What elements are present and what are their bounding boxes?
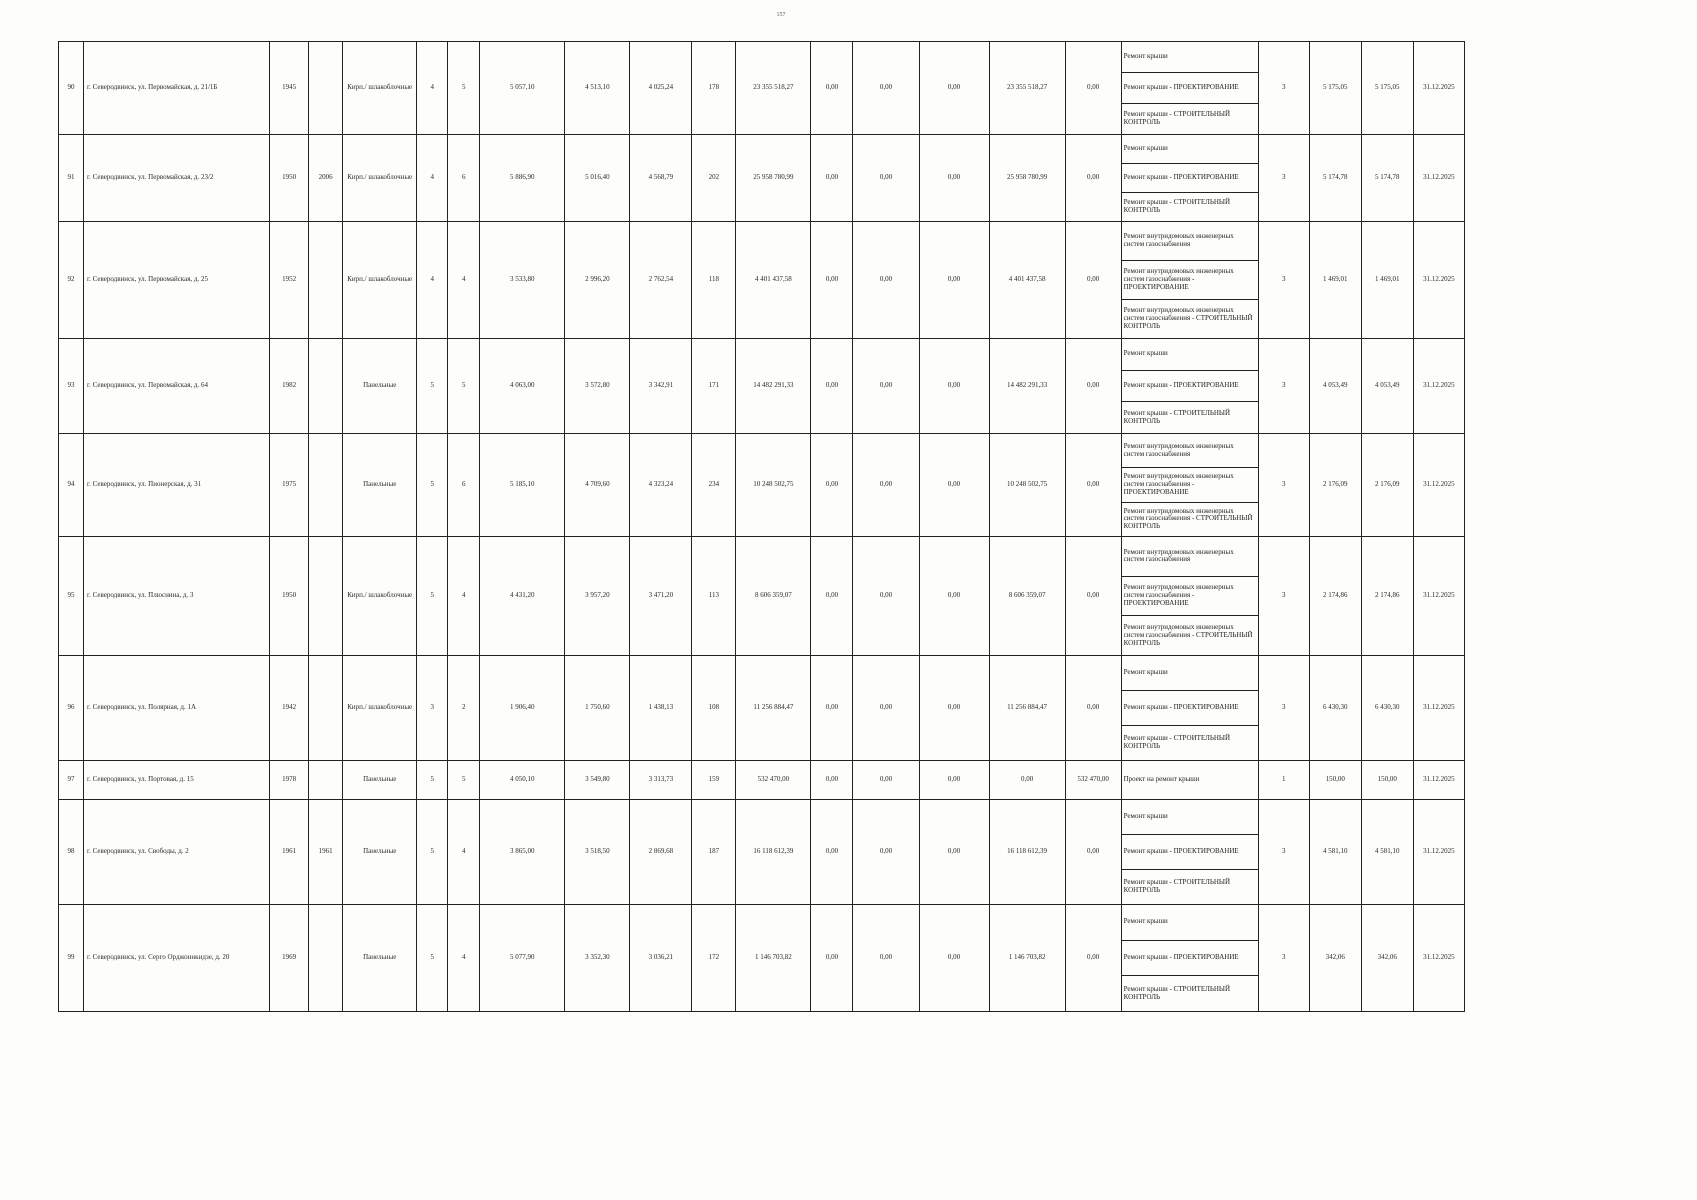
- floors-cell: 4: [417, 222, 448, 339]
- work-list: [1122, 42, 1258, 134]
- owners-fund-cell: 10 248 502,75: [989, 434, 1065, 537]
- floors-cell: 4: [417, 135, 448, 222]
- deadline-cell: 31.12.2025: [1413, 761, 1464, 800]
- deadline-cell: 31.12.2025: [1413, 222, 1464, 339]
- fund-source-2-cell: 0,00: [853, 761, 919, 800]
- works-cell: [1121, 905, 1258, 1012]
- address-cell: г. Северодвинск, ул. Первомайская, д. 25: [84, 222, 270, 339]
- works-cell: [1121, 42, 1258, 135]
- works-cell: [1121, 537, 1258, 656]
- unit-cost-cell: 5 174,78: [1309, 135, 1361, 222]
- works-cell: [1121, 339, 1258, 434]
- owners-fund-cell: 16 118 612,39: [989, 800, 1065, 905]
- work-count-cell: 3: [1258, 222, 1309, 339]
- floors-cell: 5: [417, 761, 448, 800]
- unit-cost-cell: 150,00: [1309, 761, 1361, 800]
- total-area-cell: 5 886,90: [480, 135, 565, 222]
- owners-fund-cell: 8 606 359,07: [989, 537, 1065, 656]
- max-unit-cost-cell: 4 053,49: [1361, 339, 1413, 434]
- fund-source-3-cell: 0,00: [919, 656, 989, 761]
- deadline-cell: 31.12.2025: [1413, 135, 1464, 222]
- entrances-cell: 4: [448, 800, 480, 905]
- wall-material-cell: Панельные: [343, 434, 417, 537]
- max-unit-cost-cell: 1 469,01: [1361, 222, 1413, 339]
- fund-source-1-cell: 0,00: [811, 800, 853, 905]
- row-number-cell: 94: [59, 434, 84, 537]
- work-count-cell: 3: [1258, 42, 1309, 135]
- entrances-cell: 4: [448, 537, 480, 656]
- total-cost-cell: 4 401 437,58: [736, 222, 811, 339]
- work-count-cell: 3: [1258, 800, 1309, 905]
- reconstruction-year-cell: [309, 434, 343, 537]
- reconstruction-year-cell: 1961: [309, 800, 343, 905]
- work-item: Ремонт крыши: [1122, 42, 1258, 73]
- table-row: [59, 339, 1465, 434]
- work-item: Проект на ремонт крыши: [1123, 775, 1200, 784]
- other-fund-cell: 0,00: [1065, 339, 1121, 434]
- row-number-cell: 98: [59, 800, 84, 905]
- entrances-cell: 5: [448, 42, 480, 135]
- entrances-cell: 4: [448, 222, 480, 339]
- work-item: Ремонт крыши - СТРОИТЕЛЬНЫЙ КОНТРОЛЬ: [1123, 878, 1231, 894]
- work-item: Ремонт крыши - ПРОЕКТИРОВАНИЕ: [1122, 941, 1258, 977]
- living-area-cell: 3 572,80: [565, 339, 630, 434]
- reconstruction-year-cell: [309, 761, 343, 800]
- address-cell: г. Северодвинск, ул. Полярная, д. 1А: [84, 656, 270, 761]
- row-number-cell: 90: [59, 42, 84, 135]
- unit-cost-cell: 2 174,86: [1309, 537, 1361, 656]
- max-unit-cost-cell: 5 175,05: [1361, 42, 1413, 135]
- fund-source-1-cell: 0,00: [811, 434, 853, 537]
- max-unit-cost-cell: 4 581,10: [1361, 800, 1413, 905]
- reconstruction-year-cell: [309, 42, 343, 135]
- reconstruction-year-cell: [309, 339, 343, 434]
- entrances-cell: 5: [448, 761, 480, 800]
- work-list: [1122, 800, 1258, 904]
- floors-cell: 5: [417, 905, 448, 1012]
- unit-cost-cell: 1 469,01: [1309, 222, 1361, 339]
- floors-cell: 5: [417, 339, 448, 434]
- work-item: Ремонт крыши - ПРОЕКТИРОВАНИЕ: [1122, 371, 1258, 403]
- reconstruction-year-cell: [309, 537, 343, 656]
- wall-material-cell: Кирп./ шлакоблочные: [343, 656, 417, 761]
- fund-source-2-cell: 0,00: [853, 800, 919, 905]
- works-cell: [1121, 434, 1258, 537]
- other-fund-cell: 0,00: [1065, 905, 1121, 1012]
- work-item: Ремонт крыши - ПРОЕКТИРОВАНИЕ: [1122, 164, 1258, 193]
- total-cost-cell: 11 256 884,47: [736, 656, 811, 761]
- wall-material-cell: Кирп./ шлакоблочные: [343, 135, 417, 222]
- fund-source-1-cell: 0,00: [811, 761, 853, 800]
- table-row: [59, 800, 1465, 905]
- residential-area-cell: 3 471,20: [630, 537, 692, 656]
- total-area-cell: 1 906,40: [480, 656, 565, 761]
- residential-area-cell: 1 438,13: [630, 656, 692, 761]
- owners-fund-cell: 14 482 291,33: [989, 339, 1065, 434]
- fund-source-1-cell: 0,00: [811, 339, 853, 434]
- work-item: Ремонт крыши: [1122, 656, 1258, 691]
- year-built-cell: 1978: [270, 761, 309, 800]
- residential-area-cell: 4 025,24: [630, 42, 692, 135]
- table-row: [59, 761, 1465, 800]
- floors-cell: 5: [417, 800, 448, 905]
- residential-area-cell: 2 762,54: [630, 222, 692, 339]
- wall-material-cell: Панельные: [343, 800, 417, 905]
- table-row: [59, 42, 1465, 135]
- other-fund-cell: 532 470,00: [1065, 761, 1121, 800]
- work-item: Ремонт крыши - СТРОИТЕЛЬНЫЙ КОНТРОЛЬ: [1123, 984, 1231, 1001]
- address-cell: г. Северодвинск, ул. Первомайская, д. 23/2: [84, 135, 270, 222]
- living-area-cell: 3 518,50: [565, 800, 630, 905]
- works-cell: [1121, 222, 1258, 339]
- deadline-cell: 31.12.2025: [1413, 339, 1464, 434]
- residents-cell: 202: [692, 135, 736, 222]
- fund-source-1-cell: 0,00: [811, 656, 853, 761]
- address-cell: г. Северодвинск, ул. Первомайская, д. 21/1Б: [84, 42, 270, 135]
- total-cost-cell: 16 118 612,39: [736, 800, 811, 905]
- work-count-cell: 3: [1258, 656, 1309, 761]
- work-item: Ремонт крыши - ПРОЕКТИРОВАНИЕ: [1122, 73, 1258, 104]
- row-number-cell: 91: [59, 135, 84, 222]
- fund-source-2-cell: 0,00: [853, 222, 919, 339]
- work-count-cell: 3: [1258, 537, 1309, 656]
- total-cost-cell: 532 470,00: [736, 761, 811, 800]
- table-row: [59, 222, 1465, 339]
- floors-cell: 4: [417, 42, 448, 135]
- year-built-cell: 1945: [270, 42, 309, 135]
- housing-register-table: [58, 41, 1465, 1012]
- floors-cell: 5: [417, 434, 448, 537]
- table-row: [59, 656, 1465, 761]
- owners-fund-cell: 25 958 780,99: [989, 135, 1065, 222]
- other-fund-cell: 0,00: [1065, 537, 1121, 656]
- reconstruction-year-cell: 2006: [309, 135, 343, 222]
- total-cost-cell: 10 248 502,75: [736, 434, 811, 537]
- deadline-cell: 31.12.2025: [1413, 537, 1464, 656]
- year-built-cell: 1982: [270, 339, 309, 434]
- work-item: Ремонт внутридомовых инженерных систем газоснабжения: [1122, 537, 1258, 577]
- entrances-cell: 6: [448, 135, 480, 222]
- work-item: Ремонт крыши: [1122, 339, 1258, 371]
- owners-fund-cell: 1 146 703,82: [989, 905, 1065, 1012]
- owners-fund-cell: 4 401 437,58: [989, 222, 1065, 339]
- total-area-cell: 4 431,20: [480, 537, 565, 656]
- residents-cell: 108: [692, 656, 736, 761]
- max-unit-cost-cell: 2 174,86: [1361, 537, 1413, 656]
- living-area-cell: 1 750,60: [565, 656, 630, 761]
- living-area-cell: 2 996,20: [565, 222, 630, 339]
- work-list: [1122, 339, 1258, 433]
- wall-material-cell: Панельные: [343, 905, 417, 1012]
- max-unit-cost-cell: 342,06: [1361, 905, 1413, 1012]
- residents-cell: 118: [692, 222, 736, 339]
- max-unit-cost-cell: 150,00: [1361, 761, 1413, 800]
- fund-source-1-cell: 0,00: [811, 222, 853, 339]
- work-list: [1122, 761, 1258, 799]
- residential-area-cell: 3 036,21: [630, 905, 692, 1012]
- other-fund-cell: 0,00: [1065, 656, 1121, 761]
- entrances-cell: 4: [448, 905, 480, 1012]
- residential-area-cell: 3 313,73: [630, 761, 692, 800]
- table-row: [59, 135, 1465, 222]
- work-item: Ремонт внутридомовых инженерных систем газоснабжения - СТРОИТЕЛЬНЫЙ КОНТРОЛЬ: [1123, 623, 1253, 647]
- unit-cost-cell: 4 581,10: [1309, 800, 1361, 905]
- row-number-cell: 99: [59, 905, 84, 1012]
- living-area-cell: 4 513,10: [565, 42, 630, 135]
- fund-source-3-cell: 0,00: [919, 42, 989, 135]
- total-area-cell: 5 185,10: [480, 434, 565, 537]
- address-cell: г. Северодвинск, ул. Портовая, д. 15: [84, 761, 270, 800]
- reconstruction-year-cell: [309, 222, 343, 339]
- deadline-cell: 31.12.2025: [1413, 800, 1464, 905]
- fund-source-3-cell: 0,00: [919, 135, 989, 222]
- residents-cell: 187: [692, 800, 736, 905]
- total-area-cell: 5 057,10: [480, 42, 565, 135]
- year-built-cell: 1975: [270, 434, 309, 537]
- living-area-cell: 3 957,20: [565, 537, 630, 656]
- living-area-cell: 3 352,30: [565, 905, 630, 1012]
- work-count-cell: 3: [1258, 434, 1309, 537]
- work-list: [1122, 222, 1258, 338]
- year-built-cell: 1952: [270, 222, 309, 339]
- entrances-cell: 6: [448, 434, 480, 537]
- work-item: Ремонт внутридомовых инженерных систем газоснабжения: [1122, 434, 1258, 468]
- floors-cell: 5: [417, 537, 448, 656]
- work-item: Ремонт крыши - ПРОЕКТИРОВАНИЕ: [1122, 835, 1258, 870]
- address-cell: г. Северодвинск, ул. Свободы, д. 2: [84, 800, 270, 905]
- other-fund-cell: 0,00: [1065, 42, 1121, 135]
- work-count-cell: 3: [1258, 135, 1309, 222]
- work-item: Ремонт крыши: [1122, 800, 1258, 835]
- living-area-cell: 3 549,80: [565, 761, 630, 800]
- wall-material-cell: Кирп./ шлакоблочные: [343, 222, 417, 339]
- fund-source-2-cell: 0,00: [853, 434, 919, 537]
- work-list: [1122, 656, 1258, 760]
- address-cell: г. Северодвинск, ул. Первомайская, д. 64: [84, 339, 270, 434]
- residents-cell: 234: [692, 434, 736, 537]
- work-item: Ремонт крыши - СТРОИТЕЛЬНЫЙ КОНТРОЛЬ: [1123, 198, 1231, 214]
- fund-source-1-cell: 0,00: [811, 905, 853, 1012]
- unit-cost-cell: 6 430,30: [1309, 656, 1361, 761]
- entrances-cell: 5: [448, 339, 480, 434]
- deadline-cell: 31.12.2025: [1413, 905, 1464, 1012]
- total-cost-cell: 1 146 703,82: [736, 905, 811, 1012]
- residential-area-cell: 3 342,91: [630, 339, 692, 434]
- residential-area-cell: 2 869,68: [630, 800, 692, 905]
- fund-source-1-cell: 0,00: [811, 537, 853, 656]
- year-built-cell: 1950: [270, 537, 309, 656]
- address-cell: г. Северодвинск, ул. Пионерская, д. 31: [84, 434, 270, 537]
- reconstruction-year-cell: [309, 656, 343, 761]
- work-count-cell: 3: [1258, 339, 1309, 434]
- fund-source-3-cell: 0,00: [919, 761, 989, 800]
- residents-cell: 159: [692, 761, 736, 800]
- unit-cost-cell: 342,06: [1309, 905, 1361, 1012]
- residential-area-cell: 4 323,24: [630, 434, 692, 537]
- fund-source-3-cell: 0,00: [919, 905, 989, 1012]
- fund-source-2-cell: 0,00: [853, 905, 919, 1012]
- year-built-cell: 1942: [270, 656, 309, 761]
- work-item: Ремонт внутридомовых инженерных систем газоснабжения - ПРОЕКТИРОВАНИЕ: [1122, 577, 1258, 617]
- year-built-cell: 1950: [270, 135, 309, 222]
- work-item: Ремонт внутридомовых инженерных систем газоснабжения - ПРОЕКТИРОВАНИЕ: [1122, 261, 1258, 300]
- work-item: Ремонт крыши - СТРОИТЕЛЬНЫЙ КОНТРОЛЬ: [1123, 408, 1231, 425]
- max-unit-cost-cell: 2 176,09: [1361, 434, 1413, 537]
- other-fund-cell: 0,00: [1065, 222, 1121, 339]
- wall-material-cell: Панельные: [343, 339, 417, 434]
- living-area-cell: 4 709,60: [565, 434, 630, 537]
- table-row: [59, 434, 1465, 537]
- fund-source-3-cell: 0,00: [919, 222, 989, 339]
- floors-cell: 3: [417, 656, 448, 761]
- work-item: Ремонт крыши: [1122, 135, 1258, 164]
- reconstruction-year-cell: [309, 905, 343, 1012]
- row-number-cell: 95: [59, 537, 84, 656]
- works-cell: [1121, 800, 1258, 905]
- total-cost-cell: 14 482 291,33: [736, 339, 811, 434]
- entrances-cell: 2: [448, 656, 480, 761]
- work-item: Ремонт крыши - ПРОЕКТИРОВАНИЕ: [1122, 691, 1258, 726]
- total-area-cell: 4 050,10: [480, 761, 565, 800]
- deadline-cell: 31.12.2025: [1413, 434, 1464, 537]
- row-number-cell: 93: [59, 339, 84, 434]
- work-item: Ремонт внутридомовых инженерных систем газоснабжения - ПРОЕКТИРОВАНИЕ: [1122, 468, 1258, 502]
- fund-source-2-cell: 0,00: [853, 135, 919, 222]
- other-fund-cell: 0,00: [1065, 800, 1121, 905]
- work-item: Ремонт внутридомовых инженерных систем газоснабжения - СТРОИТЕЛЬНЫЙ КОНТРОЛЬ: [1123, 506, 1253, 531]
- residential-area-cell: 4 568,79: [630, 135, 692, 222]
- page-number: 157: [776, 12, 786, 18]
- fund-source-3-cell: 0,00: [919, 434, 989, 537]
- residents-cell: 113: [692, 537, 736, 656]
- work-item: Ремонт крыши - СТРОИТЕЛЬНЫЙ КОНТРОЛЬ: [1123, 110, 1231, 126]
- residents-cell: 172: [692, 905, 736, 1012]
- wall-material-cell: Кирп./ шлакоблочные: [343, 537, 417, 656]
- other-fund-cell: 0,00: [1065, 135, 1121, 222]
- year-built-cell: 1969: [270, 905, 309, 1012]
- fund-source-3-cell: 0,00: [919, 537, 989, 656]
- work-list: [1122, 135, 1258, 221]
- work-item: Ремонт внутридомовых инженерных систем газоснабжения - СТРОИТЕЛЬНЫЙ КОНТРОЛЬ: [1123, 306, 1253, 330]
- row-number-cell: 97: [59, 761, 84, 800]
- works-cell: [1121, 761, 1258, 800]
- residents-cell: 171: [692, 339, 736, 434]
- owners-fund-cell: 23 355 518,27: [989, 42, 1065, 135]
- works-cell: [1121, 656, 1258, 761]
- fund-source-3-cell: 0,00: [919, 339, 989, 434]
- fund-source-1-cell: 0,00: [811, 42, 853, 135]
- unit-cost-cell: 2 176,09: [1309, 434, 1361, 537]
- total-area-cell: 3 865,00: [480, 800, 565, 905]
- wall-material-cell: Панельные: [343, 761, 417, 800]
- work-list: [1122, 434, 1258, 536]
- unit-cost-cell: 5 175,05: [1309, 42, 1361, 135]
- row-number-cell: 92: [59, 222, 84, 339]
- other-fund-cell: 0,00: [1065, 434, 1121, 537]
- table-row: [59, 537, 1465, 656]
- works-cell: [1121, 135, 1258, 222]
- deadline-cell: 31.12.2025: [1413, 656, 1464, 761]
- fund-source-1-cell: 0,00: [811, 135, 853, 222]
- total-area-cell: 3 533,80: [480, 222, 565, 339]
- owners-fund-cell: 11 256 884,47: [989, 656, 1065, 761]
- work-list: [1122, 905, 1258, 1011]
- residents-cell: 178: [692, 42, 736, 135]
- row-number-cell: 96: [59, 656, 84, 761]
- work-item: Ремонт крыши - СТРОИТЕЛЬНЫЙ КОНТРОЛЬ: [1123, 734, 1231, 750]
- living-area-cell: 5 016,40: [565, 135, 630, 222]
- owners-fund-cell: 0,00: [989, 761, 1065, 800]
- total-cost-cell: 25 958 780,99: [736, 135, 811, 222]
- total-cost-cell: 8 606 359,07: [736, 537, 811, 656]
- work-item: Ремонт крыши: [1122, 905, 1258, 941]
- total-area-cell: 5 077,90: [480, 905, 565, 1012]
- fund-source-2-cell: 0,00: [853, 537, 919, 656]
- table-row: [59, 905, 1465, 1012]
- address-cell: г. Северодвинск, ул. Серго Орджоникидзе, д. 20: [84, 905, 270, 1012]
- deadline-cell: 31.12.2025: [1413, 42, 1464, 135]
- address-cell: г. Северодвинск, ул. Плюснина, д. 3: [84, 537, 270, 656]
- work-count-cell: 3: [1258, 905, 1309, 1012]
- year-built-cell: 1961: [270, 800, 309, 905]
- work-item: Ремонт внутридомовых инженерных систем газоснабжения: [1122, 222, 1258, 261]
- work-list: [1122, 537, 1258, 655]
- fund-source-3-cell: 0,00: [919, 800, 989, 905]
- fund-source-2-cell: 0,00: [853, 339, 919, 434]
- wall-material-cell: Кирп./ шлакоблочные: [343, 42, 417, 135]
- fund-source-2-cell: 0,00: [853, 42, 919, 135]
- work-count-cell: 1: [1258, 761, 1309, 800]
- max-unit-cost-cell: 6 430,30: [1361, 656, 1413, 761]
- total-cost-cell: 23 355 518,27: [736, 42, 811, 135]
- unit-cost-cell: 4 053,49: [1309, 339, 1361, 434]
- total-area-cell: 4 063,00: [480, 339, 565, 434]
- max-unit-cost-cell: 5 174,78: [1361, 135, 1413, 222]
- fund-source-2-cell: 0,00: [853, 656, 919, 761]
